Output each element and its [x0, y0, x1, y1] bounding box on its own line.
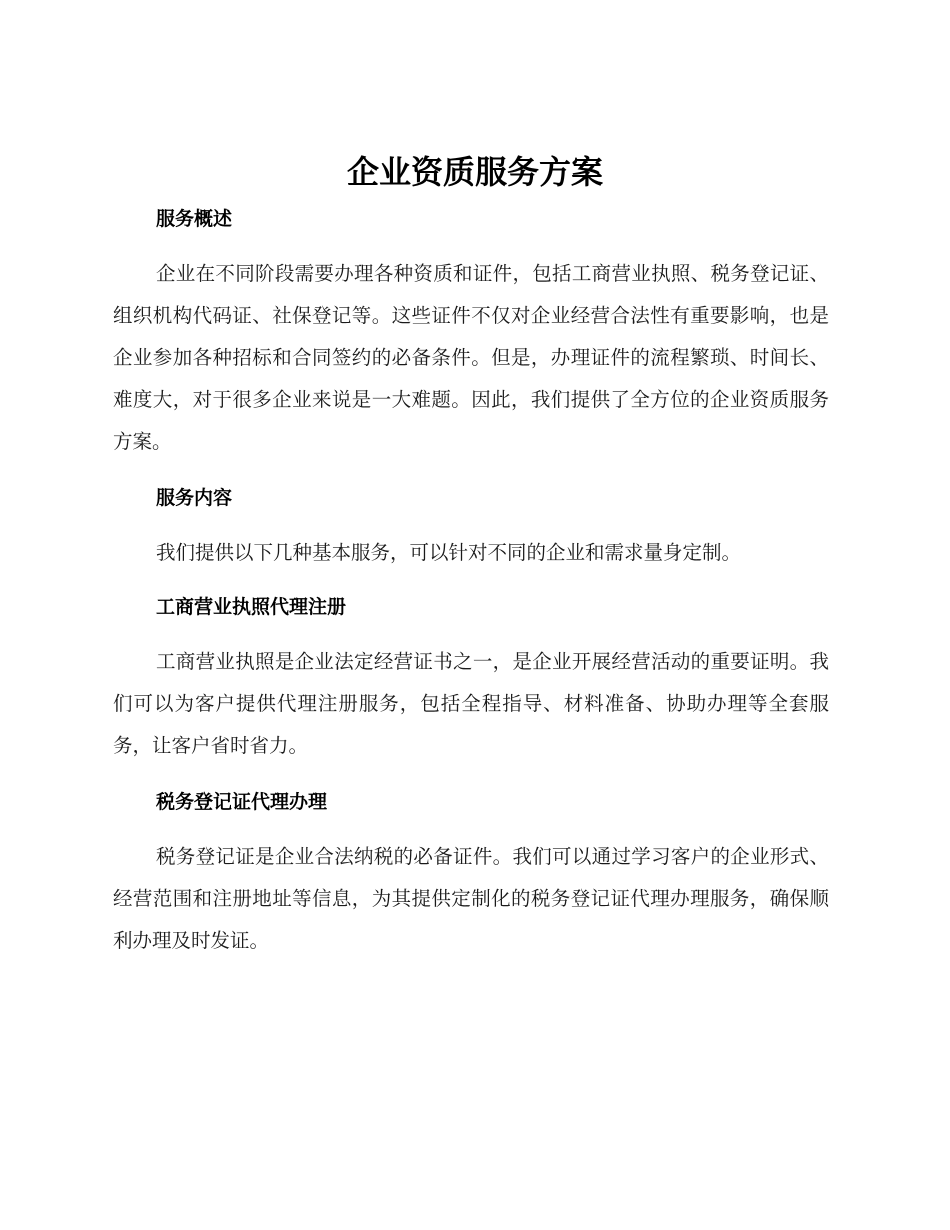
section-paragraph-business-license: 工商营业执照是企业法定经营证书之一，是企业开展经营活动的重要证明。我们可以为客户提供代理注册服务，包括全程指导、材料准备、协助办理等全套服务，让客户省时省力。 [113, 650, 829, 757]
section-heading-business-license: 工商营业执照代理注册 [156, 596, 347, 618]
section-paragraph-overview: 企业在不同阶段需要办理各种资质和证件，包括工商营业执照、税务登记证、组织机构代码证、社保登记等。这些证件不仅对企业经营合法性有重要影响，也是企业参加各种招标和合同签约的必备条件。但是，办理证件的流程繁琐、时间长、难度大，对于很多企业来说是一大难题。因此，我们提供了全方位的企业资质服务方案。 [113, 262, 829, 453]
section-heading-content: 服务内容 [156, 487, 233, 509]
section-heading-tax-registration: 税务登记证代理办理 [156, 791, 328, 813]
section-heading-overview: 服务概述 [156, 208, 233, 230]
section-paragraph-content: 我们提供以下几种基本服务，可以针对不同的企业和需求量身定制。 [156, 541, 742, 564]
document-title: 企业资质服务方案 [346, 153, 603, 191]
section-paragraph-tax-registration: 税务登记证是企业合法纳税的必备证件。我们可以通过学习客户的企业形式、经营范围和注册地址等信息，为其提供定制化的税务登记证代理办理服务，确保顺利办理及时发证。 [113, 845, 829, 952]
